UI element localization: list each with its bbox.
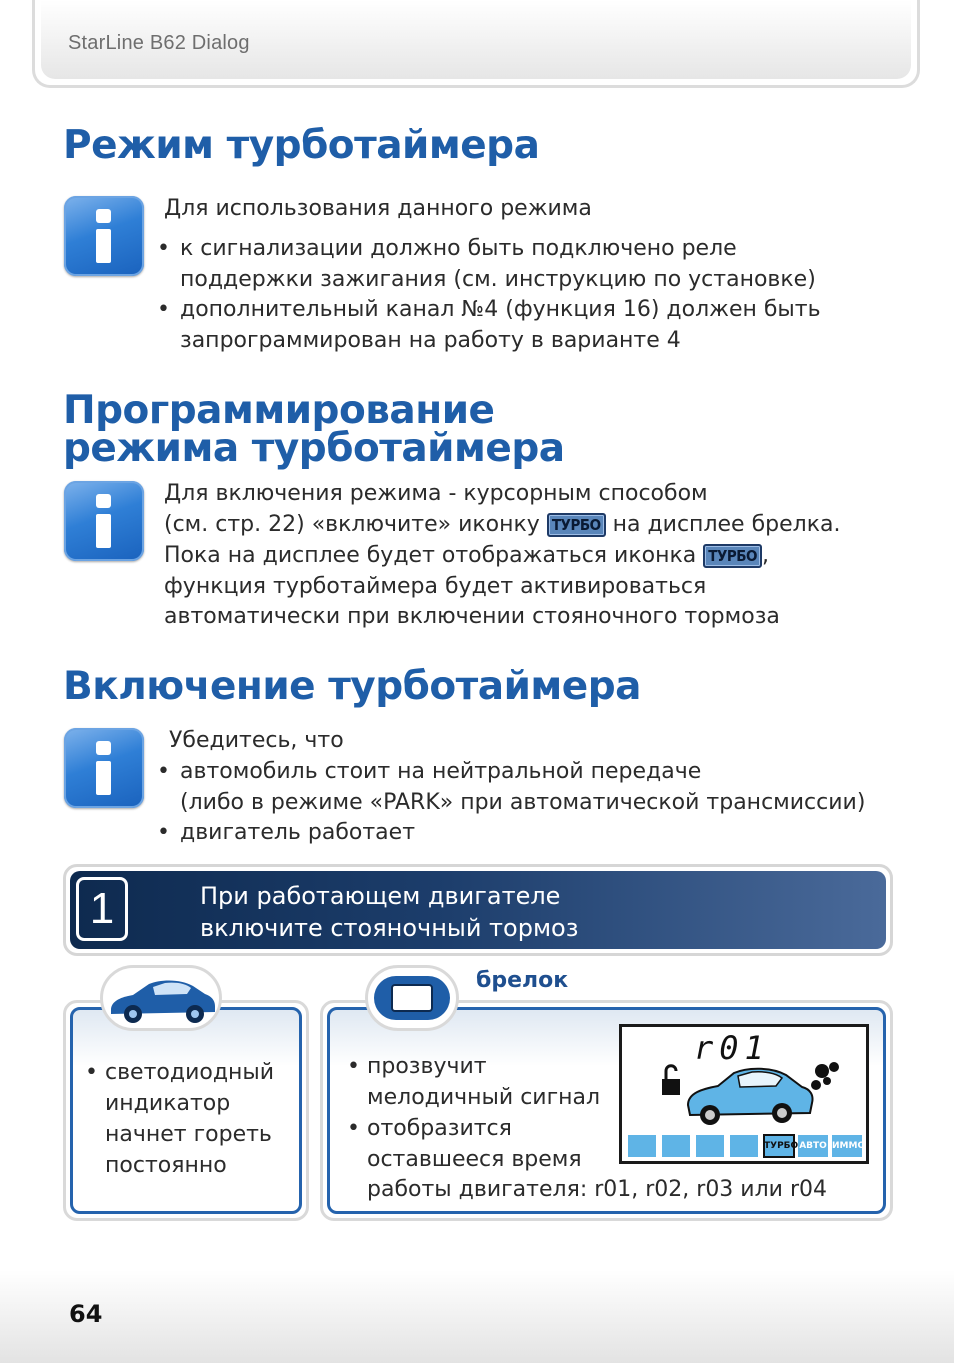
turbo-icon: ТУРБО	[703, 544, 762, 568]
car-bubble	[100, 965, 222, 1031]
section2-line1: Для включения режима - курсорным способом	[164, 481, 708, 506]
section2-line4: функция турботаймера будет активироваться	[164, 574, 707, 599]
fob-last-line: работы двигателя: r01, r02, r03 или r04	[367, 1177, 827, 1202]
exhaust-smoke-icon	[811, 1062, 839, 1090]
section2-line3-start: Пока на дисплее будет отображаться иконка	[164, 543, 697, 568]
fob-bubble	[365, 965, 459, 1031]
info-icon	[64, 196, 144, 276]
bullet-dot: •	[157, 759, 170, 784]
section3-intro: Убедитесь, что	[169, 728, 344, 753]
bullet-dot: •	[157, 820, 170, 845]
pistol-icon	[628, 1135, 656, 1157]
section2-line3-end: ,	[762, 543, 769, 568]
step-banner	[63, 864, 893, 956]
fob-bullet2-line1: отобразится	[367, 1116, 512, 1141]
section1-bullet1-line2: поддержки зажигания (см. инструкцию по установке)	[180, 267, 816, 292]
car-panel	[63, 1000, 309, 1221]
car-icon	[103, 968, 219, 1028]
step-banner-background	[70, 871, 886, 949]
step-number: 1	[76, 877, 128, 941]
fob-bullet1-line2: мелодичный сигнал	[367, 1085, 601, 1110]
lcd-immo-label: ИММО	[832, 1141, 866, 1151]
section-title-turbotimer-mode: Режим турботаймера	[63, 123, 540, 168]
fob-bullet1-line1: прозвучит	[367, 1054, 487, 1079]
fob-label: брелок	[476, 968, 569, 993]
car-panel-line1: светодиодный	[105, 1060, 275, 1085]
car-panel-inner	[70, 1007, 302, 1214]
section3-bullet2-line1: двигатель работает	[180, 820, 416, 845]
section3-bullet1-line2: (либо в режиме «PARK» при автоматической трансмиссии)	[180, 790, 866, 815]
fob-lcd-display	[619, 1024, 869, 1164]
section1-bullet1-line1: к сигнализации должно быть подключено реле	[180, 236, 737, 261]
page-footer	[0, 1270, 954, 1363]
car-panel-line4: постоянно	[105, 1153, 227, 1178]
section2-line2-start: (см. стр. 22) «включите» иконку	[164, 512, 540, 537]
key-fob-icon	[368, 968, 456, 1028]
bullet-dot: •	[347, 1116, 360, 1141]
section2-line2	[164, 509, 840, 540]
lcd-auto-label: АВТО	[799, 1141, 827, 1151]
bullet-dot: •	[347, 1054, 360, 1079]
lcd-car-icon	[688, 1069, 813, 1125]
section-title-programming-line2: режима турботаймера	[63, 426, 565, 471]
car-panel-line2: индикатор	[105, 1091, 231, 1116]
bullet-dot: •	[157, 236, 170, 261]
bullet-dot: •	[157, 297, 170, 322]
section-title-programming-line1: Программирование	[63, 388, 495, 433]
turbo-icon: ТУРБО	[547, 513, 606, 537]
info-icon	[64, 481, 144, 561]
section2-line5: автоматически при включении стояночного тормоза	[164, 604, 780, 629]
section1-intro: Для использования данного режима	[164, 196, 592, 221]
fob-bullet2-line2: оставшееся время	[367, 1147, 582, 1172]
step-text-line1: При работающем двигателе	[200, 882, 561, 910]
step-text-line2: включите стояночный тормоз	[200, 914, 579, 942]
wrench-icon	[730, 1135, 758, 1157]
section2-line2-end: на дисплее брелка.	[612, 512, 841, 537]
header-title: StarLine B62 Dialog	[68, 32, 250, 54]
section1-bullet2-line2: запрограммирован на работу в варианте 4	[180, 328, 681, 353]
info-icon	[64, 728, 144, 808]
section3-bullet1-line1: автомобиль стоит на нейтральной передаче	[180, 759, 702, 784]
section1-bullet2-line1: дополнительный канал №4 (функция 16) должен быть	[180, 297, 821, 322]
car-panel-line3: начнет гореть	[105, 1122, 272, 1147]
step-text	[200, 880, 579, 944]
section2-line3	[164, 540, 769, 571]
bullet-dot: •	[85, 1060, 98, 1085]
cross-icon	[696, 1135, 724, 1157]
lcd-readout: r01	[694, 1029, 770, 1067]
section-title-activation: Включение турботаймера	[63, 664, 641, 709]
page-header	[32, 0, 920, 88]
lcd-turbo-label: ТУРБО	[764, 1141, 799, 1151]
page-number: 64	[69, 1300, 103, 1328]
channel-2-icon	[662, 1135, 690, 1157]
lock-open-icon	[662, 1066, 680, 1095]
